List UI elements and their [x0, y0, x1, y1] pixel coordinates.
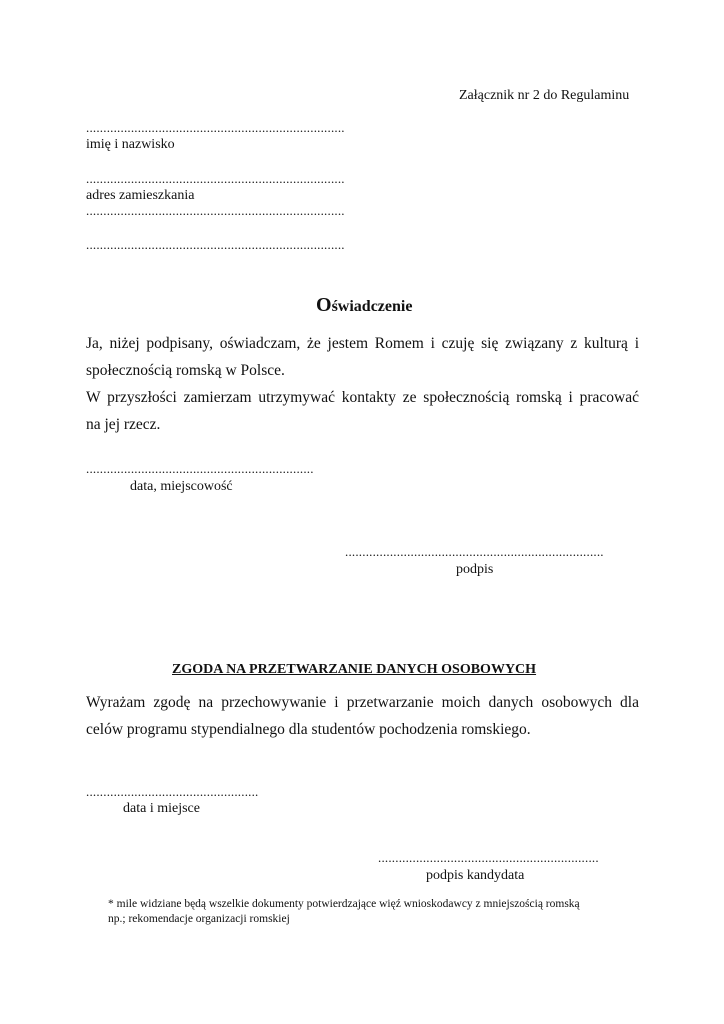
declaration-line-4: na jej rzecz. — [86, 416, 161, 433]
address-dotted-line-1: ........................................................................... — [86, 171, 345, 186]
address-label: adres zamieszkania — [86, 188, 195, 203]
declaration-line-2: społecznością romską w Polsce. — [86, 362, 285, 379]
address-dotted-line-2: ........................................................................... — [86, 203, 345, 218]
declaration-title-initial: O — [316, 294, 332, 316]
consent-date-dotted-line: .................................................. — [86, 784, 259, 799]
declaration-signature-dotted-line: ........................................................................... — [345, 544, 604, 559]
consent-line-2: celów programu stypendialnego dla studentów pochodzenia romskiego. — [86, 721, 531, 738]
address-dotted-line-3: ........................................................................... — [86, 237, 345, 252]
declaration-title — [316, 294, 412, 317]
declaration-date-label: data, miejscowość — [130, 479, 233, 494]
consent-signature-label: podpis kandydata — [426, 868, 525, 883]
declaration-line-3: W przyszłości zamierzam utrzymywać kontakty ze społecznością romską i pracować — [86, 389, 639, 406]
declaration-text — [86, 330, 639, 438]
declaration-title-rest: świadczenie — [331, 298, 413, 315]
consent-text — [86, 689, 639, 743]
declaration-date-dotted-line: .................................................................. — [86, 461, 314, 476]
declaration-line-1: Ja, niżej podpisany, oświadczam, że jestem Romem i czuję się związany z kulturą i — [86, 335, 639, 352]
footnote-line-2: np.; rekomendacje organizacji romskiej — [108, 913, 290, 925]
name-label: imię i nazwisko — [86, 137, 175, 152]
declaration-signature-label: podpis — [456, 562, 494, 577]
consent-date-label: data i miejsce — [123, 801, 200, 816]
footnote-line-1: * mile widziane będą wszelkie dokumenty potwierdzające więź wnioskodawcy z mniejszością romską — [108, 898, 580, 910]
consent-title: ZGODA NA PRZETWARZANIE DANYCH OSOBOWYCH — [172, 662, 537, 677]
attachment-note: Załącznik nr 2 do Regulaminu — [459, 88, 630, 103]
consent-signature-dotted-line: ................................................................ — [378, 850, 599, 865]
consent-line-1: Wyrażam zgodę na przechowywanie i przetwarzanie moich danych osobowych dla — [86, 694, 639, 711]
name-dotted-line: ........................................................................... — [86, 120, 345, 135]
